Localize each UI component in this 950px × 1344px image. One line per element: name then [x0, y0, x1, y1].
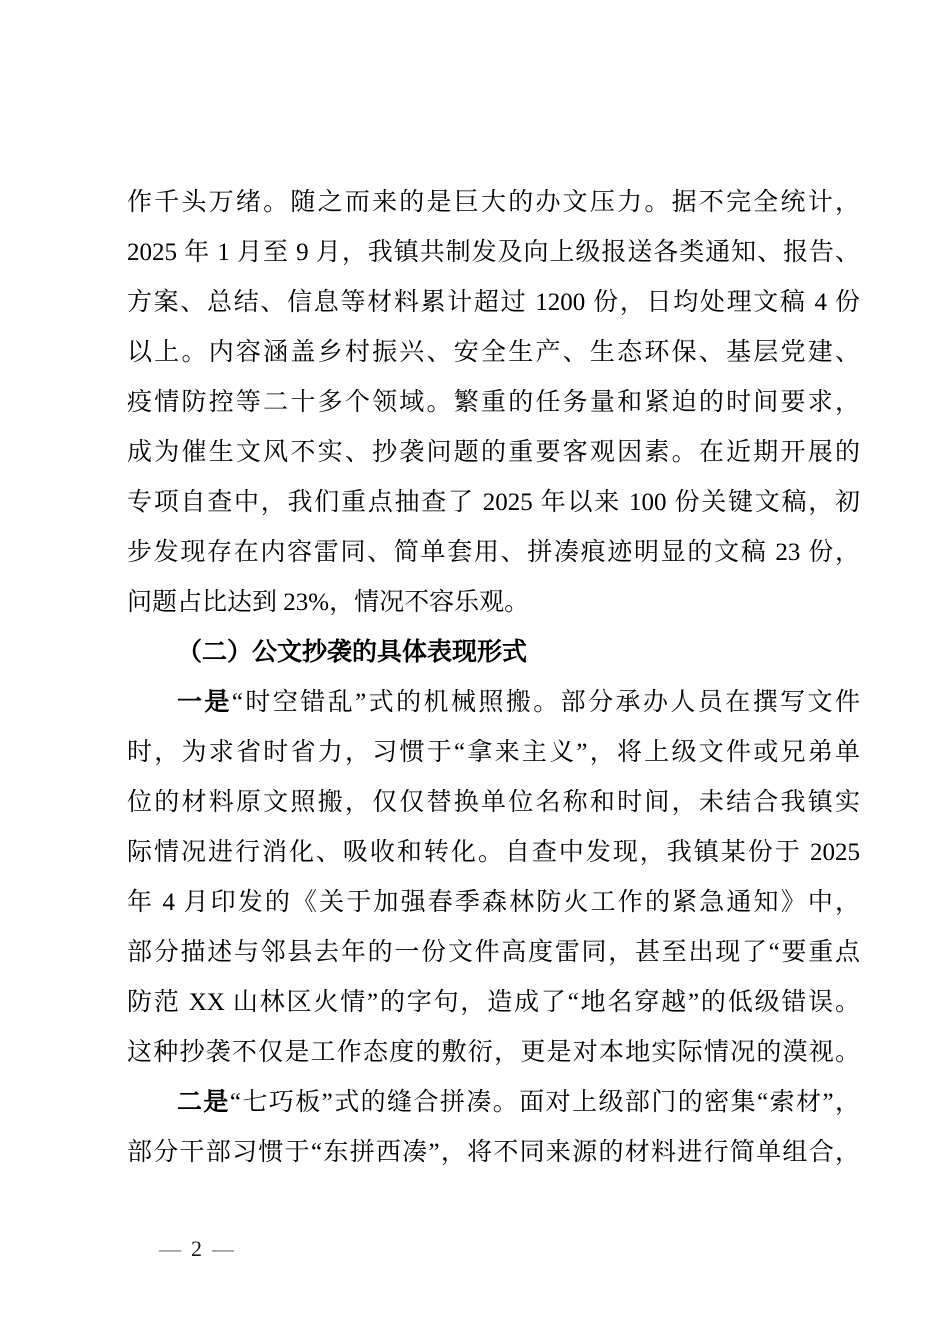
text-line: 以上。内容涵盖乡村振兴、安全生产、生态环保、基层党建、 — [127, 339, 860, 366]
text-line: 防范 XX 山林区火情”的字句，造成了“地名穿越”的低级错误。 — [127, 989, 860, 1016]
text-line: 作千头万绪。随之而来的是巨大的办文压力。据不完全统计， — [127, 189, 860, 216]
run-in-emphasis: 二是 — [177, 1089, 230, 1116]
text-line: 际情况进行消化、吸收和转化。自查中发现，我镇某份于 2025 — [127, 839, 860, 866]
text-line: 步发现存在内容雷同、简单套用、拼凑痕迹明显的文稿 23 份， — [127, 539, 860, 566]
text-line: 疫情防控等二十多个领域。繁重的任务量和紧迫的时间要求， — [127, 389, 860, 416]
text-line: 成为催生文风不实、抄袭问题的重要客观因素。在近期开展的 — [127, 439, 860, 466]
text-line: 专项自查中，我们重点抽查了 2025 年以来 100 份关键文稿，初 — [127, 489, 860, 516]
text-line: 方案、总结、信息等材料累计超过 1200 份，日均处理文稿 4 份 — [127, 289, 860, 316]
footer-dash-right: — — [212, 1236, 234, 1261]
text-line: 部分干部习惯于“东拼西凑”，将不同来源的材料进行简单组合， — [127, 1139, 860, 1166]
page-footer — [158, 1236, 235, 1262]
text-line: 年 4 月印发的《关于加强春季森林防火工作的紧急通知》中， — [127, 889, 860, 916]
text-line: 一是“时空错乱”式的机械照搬。部分承办人员在撰写文件 — [177, 689, 860, 716]
text-line: 位的材料原文照搬，仅仅替换单位名称和时间，未结合我镇实 — [127, 789, 860, 816]
text-line: 二是“七巧板”式的缝合拼凑。面对上级部门的密集“索材”， — [177, 1089, 860, 1116]
section-heading: （二）公文抄袭的具体表现形式 — [177, 639, 528, 666]
text-line: 问题占比达到 23%，情况不容乐观。 — [127, 589, 530, 616]
footer-dash-left: — — [159, 1236, 181, 1261]
page-number: 2 — [191, 1236, 202, 1261]
text-line: 2025 年 1 月至 9 月，我镇共制发及向上级报送各类通知、报告、 — [127, 239, 860, 266]
document-body — [127, 178, 860, 1178]
text-line: 这种抄袭不仅是工作态度的敷衍，更是对本地实际情况的漠视。 — [127, 1039, 860, 1066]
text-line: 时，为求省时省力，习惯于“拿来主义”，将上级文件或兄弟单 — [127, 739, 860, 766]
text-line: 部分描述与邻县去年的一份文件高度雷同，甚至出现了“要重点 — [127, 939, 860, 966]
run-in-emphasis: 一是 — [177, 689, 232, 716]
